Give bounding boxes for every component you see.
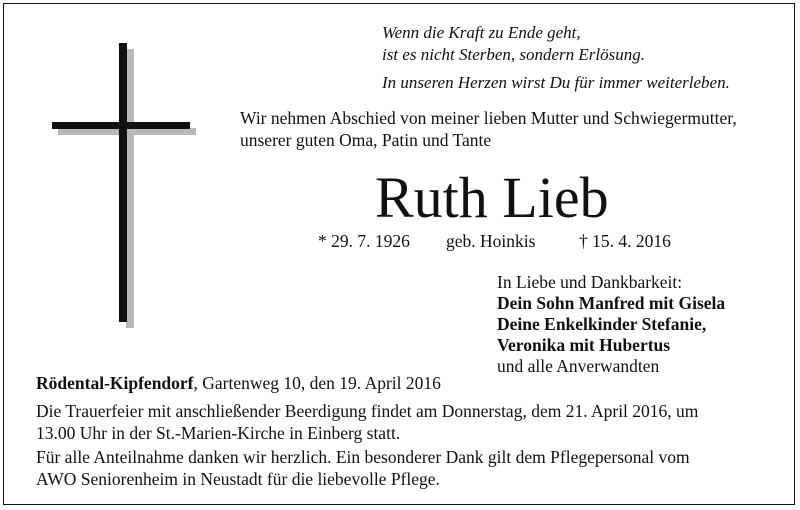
cross-icon: [0, 0, 220, 340]
mourner-line: Veronika mit Hubertus: [497, 335, 671, 355]
place-name: Rödental-Kipfendorf: [36, 373, 194, 393]
death-date: † 15. 4. 2016: [579, 231, 671, 251]
poem: [382, 22, 730, 94]
maiden-name: geb. Hoinkis: [446, 231, 536, 251]
funeral-info: [36, 400, 698, 444]
thanks-line-1: Für alle Anteilnahme danken wir herzlich. Ein besonderer Dank gilt dem Pflegepersonal vom: [36, 447, 690, 467]
mourners-heading: In Liebe und Dankbarkeit:: [497, 272, 683, 292]
cross-shadow-horizontal: [58, 128, 196, 135]
mourner-line: Deine Enkelkinder Stefanie,: [497, 314, 707, 334]
intro-line-2: unserer guten Oma, Patin und Tante: [240, 130, 492, 150]
cross-vertical-beam: [119, 43, 127, 322]
cross-horizontal-beam: [52, 122, 190, 129]
address-date: , Gartenweg 10, den 19. April 2016: [193, 373, 441, 393]
poem-line-2: ist es nicht Sterben, sondern Erlösung.: [382, 45, 646, 64]
mourners-block: [497, 272, 725, 377]
thanks-text: [36, 446, 690, 490]
poem-line-3: In unseren Herzen wirst Du für immer weiterleben.: [382, 73, 730, 92]
thanks-line-2: AWO Seniorenheim in Neustadt für die liebevolle Pflege.: [36, 469, 440, 489]
birth-date: * 29. 7. 1926: [318, 231, 410, 251]
mourners-closing: und alle Anverwandten: [497, 356, 660, 376]
mourner-line: Dein Sohn Manfred mit Gisela: [497, 293, 726, 313]
intro-line-1: Wir nehmen Abschied von meiner lieben Mutter und Schwiegermutter,: [240, 108, 737, 128]
intro-text: [240, 107, 737, 151]
funeral-line-1: Die Trauerfeier mit anschließender Beerdigung findet am Donnerstag, dem 21. April 2016, um: [36, 401, 699, 421]
cross-shadow-vertical: [126, 49, 134, 328]
poem-line-1: Wenn die Kraft zu Ende geht,: [382, 23, 581, 42]
deceased-name: Ruth Lieb: [375, 165, 609, 230]
place-date-line: [36, 372, 441, 394]
funeral-line-2: 13.00 Uhr in der St.-Marien-Kirche in Einberg statt.: [36, 423, 401, 443]
